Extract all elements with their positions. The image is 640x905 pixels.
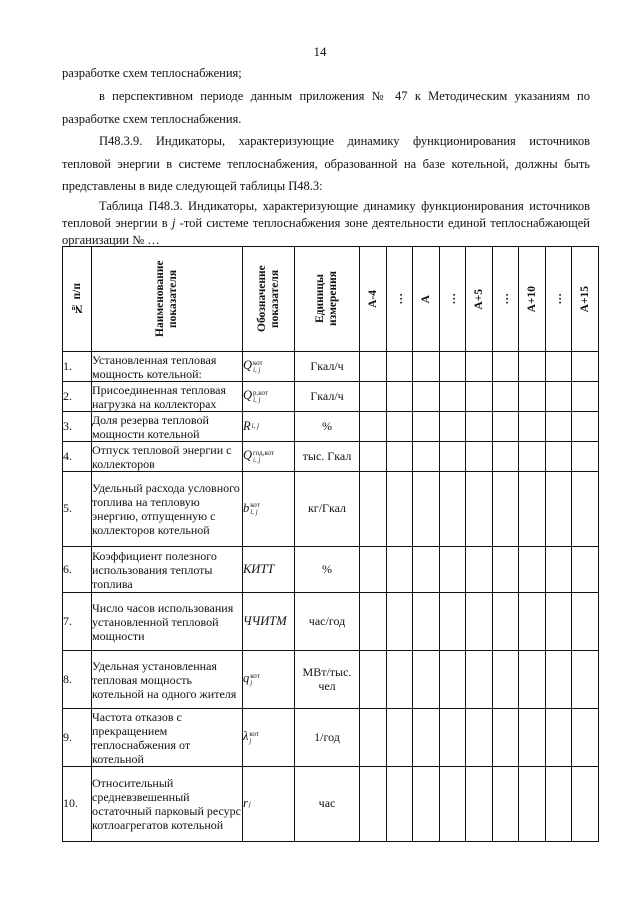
caption-text-1: Таблица П48.3. Индикаторы, характеризующие динамику функционирования источников тепловой энергии в: [62, 199, 590, 230]
row-number: 6.: [63, 547, 92, 593]
header-name: Наименование показателя: [92, 247, 243, 352]
symbol-main: Q: [243, 358, 253, 373]
period-value-cell: [413, 709, 440, 767]
indicator-symbol: [243, 442, 295, 472]
symbol-subscript: i, j: [253, 395, 261, 404]
period-value-cell: [519, 593, 546, 651]
indicator-name: Коэффициент полезного использования теплоты топлива: [92, 547, 243, 593]
header-period: …: [493, 247, 519, 352]
caption-j-symbol: j: [171, 216, 176, 230]
indicator-symbol: [243, 547, 295, 593]
header-units: Единицы измерения: [295, 247, 360, 352]
indicator-symbol: [243, 382, 295, 412]
symbol-main: r: [243, 796, 248, 811]
table-row: [63, 547, 599, 593]
period-value-cell: [466, 382, 493, 412]
period-value-cell: [387, 382, 413, 412]
period-value-cell: [360, 651, 387, 709]
period-value-cell: [387, 767, 413, 842]
indicator-unit: Гкал/ч: [295, 382, 360, 412]
symbol-subscript: i, j: [253, 455, 261, 464]
period-value-cell: [413, 442, 440, 472]
period-value-cell: [493, 593, 519, 651]
period-value-cell: [493, 442, 519, 472]
period-value-cell: [466, 352, 493, 382]
period-value-cell: [519, 472, 546, 547]
row-number: 7.: [63, 593, 92, 651]
indicator-symbol: [243, 651, 295, 709]
period-value-cell: [519, 709, 546, 767]
symbol-subscript: j: [249, 736, 252, 745]
row-number: 9.: [63, 709, 92, 767]
period-value-cell: [360, 709, 387, 767]
indicator-name: Удельный расхода условного топлива на тепловую энергию, отпущенную с коллекторов котельной: [92, 472, 243, 547]
caption-text-2: -той системе теплоснабжения зоне деятельности единой теплоснабжающей организации № …: [62, 216, 590, 247]
indicator-unit: Гкал/ч: [295, 352, 360, 382]
period-value-cell: [572, 651, 599, 709]
indicator-unit: 1/год: [295, 709, 360, 767]
indicator-symbol: [243, 352, 295, 382]
period-value-cell: [493, 767, 519, 842]
period-value-cell: [360, 767, 387, 842]
period-value-cell: [413, 472, 440, 547]
period-value-cell: [440, 593, 466, 651]
period-value-cell: [519, 767, 546, 842]
indicator-name: Доля резерва тепловой мощности котельной: [92, 412, 243, 442]
symbol-subscript: i, j: [250, 508, 258, 517]
period-value-cell: [493, 547, 519, 593]
period-value-cell: [493, 709, 519, 767]
table-row: [63, 767, 599, 842]
symbol-subscript: i, j: [251, 422, 260, 431]
period-value-cell: [519, 352, 546, 382]
period-value-cell: [546, 472, 572, 547]
period-value-cell: [466, 767, 493, 842]
symbol-superscript: р,кот: [253, 388, 268, 397]
indicator-symbol: [243, 412, 295, 442]
period-value-cell: [440, 382, 466, 412]
period-value-cell: [466, 442, 493, 472]
symbol-main: b: [243, 500, 250, 515]
period-value-cell: [387, 472, 413, 547]
symbol-subscript: i, j: [253, 365, 261, 374]
period-value-cell: [493, 472, 519, 547]
symbol-main: Q: [243, 388, 253, 403]
row-number: 4.: [63, 442, 92, 472]
header-period: А+15: [572, 247, 599, 352]
period-value-cell: [360, 547, 387, 593]
period-value-cell: [493, 412, 519, 442]
row-number: 5.: [63, 472, 92, 547]
indicators-table: [62, 246, 599, 842]
header-period: А: [413, 247, 440, 352]
indicator-symbol: [243, 767, 295, 842]
symbol-superscript: кот: [250, 671, 260, 680]
period-value-cell: [572, 442, 599, 472]
period-value-cell: [546, 352, 572, 382]
table-row: [63, 352, 599, 382]
period-value-cell: [387, 547, 413, 593]
row-number: 3.: [63, 412, 92, 442]
period-value-cell: [493, 352, 519, 382]
row-number: 1.: [63, 352, 92, 382]
period-value-cell: [440, 442, 466, 472]
indicator-symbol: [243, 593, 295, 651]
period-value-cell: [466, 547, 493, 593]
period-value-cell: [360, 472, 387, 547]
indicator-name: Число часов использования установленной тепловой мощности: [92, 593, 243, 651]
indicator-unit: тыс. Гкал: [295, 442, 360, 472]
period-value-cell: [440, 352, 466, 382]
period-value-cell: [546, 593, 572, 651]
header-period: А+10: [519, 247, 546, 352]
period-value-cell: [360, 593, 387, 651]
period-value-cell: [466, 651, 493, 709]
period-value-cell: [440, 472, 466, 547]
period-value-cell: [413, 412, 440, 442]
period-value-cell: [519, 382, 546, 412]
symbol-main: λ: [243, 729, 249, 744]
indicator-unit: %: [295, 547, 360, 593]
indicator-name: Удельная установленная тепловая мощность котельной на одного жителя: [92, 651, 243, 709]
period-value-cell: [440, 412, 466, 442]
period-value-cell: [466, 709, 493, 767]
page-number: 14: [313, 44, 327, 59]
header-row: [63, 247, 599, 352]
period-value-cell: [360, 382, 387, 412]
period-value-cell: [572, 352, 599, 382]
period-value-cell: [546, 547, 572, 593]
row-number: 2.: [63, 382, 92, 412]
row-number: 10.: [63, 767, 92, 842]
period-value-cell: [466, 593, 493, 651]
period-value-cell: [493, 651, 519, 709]
symbol-subscript: j: [248, 799, 251, 808]
period-value-cell: [572, 382, 599, 412]
period-value-cell: [519, 442, 546, 472]
period-value-cell: [413, 651, 440, 709]
table-row: [63, 651, 599, 709]
period-value-cell: [493, 382, 519, 412]
period-value-cell: [360, 412, 387, 442]
period-value-cell: [546, 767, 572, 842]
symbol-subscript: j: [250, 678, 253, 687]
symbol-main: ЧЧИТМ: [243, 613, 287, 628]
row-number: 8.: [63, 651, 92, 709]
period-value-cell: [572, 709, 599, 767]
header-num: № п/п: [63, 247, 92, 352]
indicator-name: Частота отказов с прекращением теплоснабжения от котельной: [92, 709, 243, 767]
indicator-name: Установленная тепловая мощность котельной:: [92, 352, 243, 382]
paragraph-2: в перспективном периоде данным приложения № 47 к Методическим указаниям по разработке схем теплоснабжения.: [62, 89, 590, 126]
period-value-cell: [440, 651, 466, 709]
period-value-cell: [572, 412, 599, 442]
period-value-cell: [387, 412, 413, 442]
symbol-main: q: [243, 671, 250, 686]
period-value-cell: [572, 767, 599, 842]
period-value-cell: [360, 442, 387, 472]
period-value-cell: [546, 709, 572, 767]
header-period: А+5: [466, 247, 493, 352]
indicator-symbol: [243, 709, 295, 767]
period-value-cell: [387, 352, 413, 382]
period-value-cell: [546, 651, 572, 709]
table-row: [63, 709, 599, 767]
period-value-cell: [387, 593, 413, 651]
indicator-unit: час/год: [295, 593, 360, 651]
period-value-cell: [572, 472, 599, 547]
table-row: [63, 593, 599, 651]
table-row: [63, 382, 599, 412]
symbol-superscript: кот: [253, 358, 263, 367]
period-value-cell: [413, 547, 440, 593]
period-value-cell: [546, 412, 572, 442]
table-row: [63, 442, 599, 472]
period-value-cell: [360, 352, 387, 382]
period-value-cell: [387, 651, 413, 709]
period-value-cell: [440, 709, 466, 767]
period-value-cell: [519, 651, 546, 709]
symbol-main: R: [243, 418, 251, 433]
period-value-cell: [466, 412, 493, 442]
period-value-cell: [413, 593, 440, 651]
symbol-superscript: кот: [250, 501, 260, 510]
header-period: …: [387, 247, 413, 352]
period-value-cell: [519, 412, 546, 442]
symbol-superscript: кот: [249, 729, 259, 738]
indicator-name: Отпуск тепловой энергии с коллекторов: [92, 442, 243, 472]
period-value-cell: [413, 382, 440, 412]
table-caption: [62, 198, 590, 249]
header-period: …: [546, 247, 572, 352]
indicator-unit: час: [295, 767, 360, 842]
period-value-cell: [440, 767, 466, 842]
indicator-name: Относительный средневзвешенный остаточный парковый ресурс котлоагрегатов котельной: [92, 767, 243, 842]
indicator-unit: кг/Гкал: [295, 472, 360, 547]
period-value-cell: [413, 767, 440, 842]
period-value-cell: [519, 547, 546, 593]
period-value-cell: [413, 352, 440, 382]
indicator-name: Присоединенная тепловая нагрузка на коллекторах: [92, 382, 243, 412]
indicator-unit: МВт/тыс. чел: [295, 651, 360, 709]
paragraph-3: П48.3.9. Индикаторы, характеризующие динамику функционирования источников тепловой энергии в системе теплоснабжения, образованной на базе котельной, должны быть представлены в виде следующей таблицы П48.3:: [62, 134, 590, 193]
symbol-superscript: год,кот: [253, 448, 274, 457]
period-value-cell: [440, 547, 466, 593]
period-value-cell: [572, 547, 599, 593]
symbol-main: Q: [243, 448, 253, 463]
period-value-cell: [572, 593, 599, 651]
table-row: [63, 472, 599, 547]
header-period: …: [440, 247, 466, 352]
symbol-main: КИТТ: [243, 561, 275, 576]
indicator-unit: %: [295, 412, 360, 442]
table-row: [63, 412, 599, 442]
header-designation: Обозначение показателя: [243, 247, 295, 352]
period-value-cell: [546, 382, 572, 412]
period-value-cell: [546, 442, 572, 472]
header-period: А-4: [360, 247, 387, 352]
period-value-cell: [387, 709, 413, 767]
indicator-symbol: [243, 472, 295, 547]
period-value-cell: [466, 472, 493, 547]
period-value-cell: [387, 442, 413, 472]
paragraph-1: разработке схем теплоснабжения;: [62, 66, 242, 80]
